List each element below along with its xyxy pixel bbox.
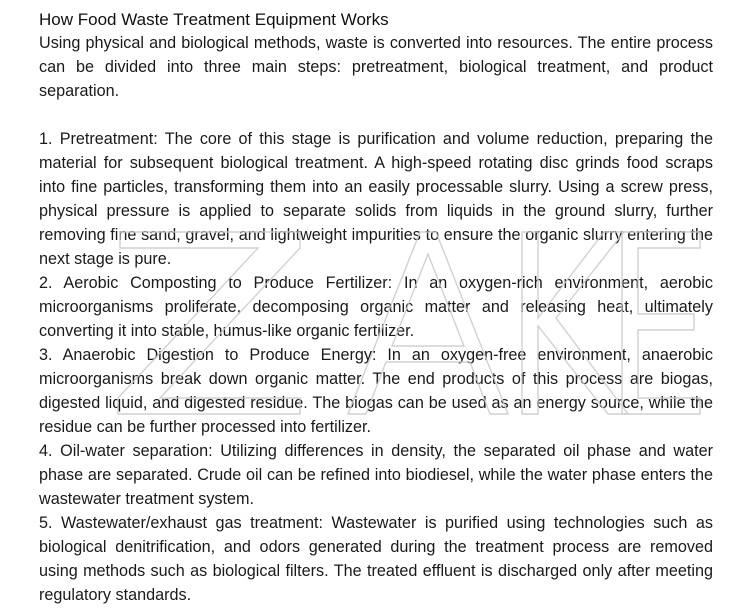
step-3-paragraph: 3. Anaerobic Digestion to Produce Energy: In an oxygen-free environment, anaerobic microorganisms break down organic matter. The end products of this process are biogas, digested liquid, and digested residue. The biogas can be used as an energy source, while the residue can be further processed into fertilizer. (39, 346, 713, 436)
step-4-paragraph: 4. Oil-water separation: Utilizing differences in density, the separated oil phase and water phase are separated. Crude oil can be refined into biodiesel, while the water phase enters the wastewater treatment system. (39, 442, 713, 508)
document-body (39, 8, 713, 607)
intro-paragraph: Using physical and biological methods, waste is converted into resources. The entire process can be divided into three main steps: pretreatment, biological treatment, and product separation. (39, 34, 713, 100)
step-1-paragraph: 1. Pretreatment: The core of this stage is purification and volume reduction, preparing the material for subsequent biological treatment. A high-speed rotating disc grinds food scraps into fine particles, transforming them into an easily processable slurry. Using a screw press, physical pressure is applied to separate solids from liquids in the ground slurry, further removing fine sand, gravel, and lightweight impurities to ensure the organic slurry entering the next stage is pure. (39, 130, 713, 268)
paragraph-spacer (39, 103, 713, 127)
step-5-paragraph: 5. Wastewater/exhaust gas treatment: Wastewater is purified using technologies such as biological denitrification, and odors generated during the treatment process are removed using methods such as biological filters. The treated effluent is discharged only after meeting regulatory standards. (39, 514, 713, 604)
step-2-paragraph: 2. Aerobic Composting to Produce Fertilizer: In an oxygen-rich environment, aerobic microorganisms proliferate, decomposing organic matter and releasing heat, ultimately converting it into stable, humus-like organic fertilizer. (39, 274, 713, 340)
document-title: How Food Waste Treatment Equipment Works (39, 10, 389, 29)
